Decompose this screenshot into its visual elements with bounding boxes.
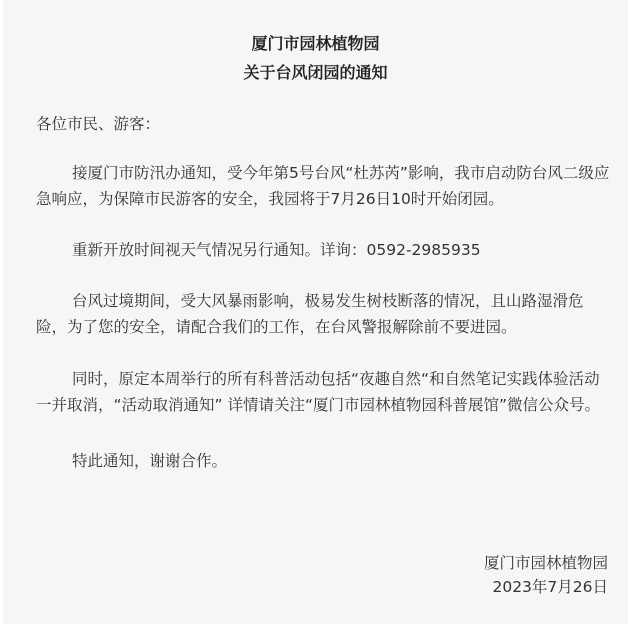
- signature-date: 2023年7月26日: [492, 578, 608, 596]
- paragraph-closing-remark: 特此通知，谢谢合作。: [72, 452, 228, 470]
- salutation: 各位市民、游客：: [36, 115, 161, 133]
- paragraph-reopening-info: 重新开放时间视天气情况另行通知。详询：0592-2985935: [72, 241, 481, 259]
- paragraph-safety-warning: 台风过境期间，受大风暴雨影响，极易发生树枝断落的情况，且山路湿滑危险，为了您的安全，请配合我们的工作，在台风警报解除前不要进园。: [36, 292, 584, 336]
- notice-document: [3, 0, 628, 624]
- paragraph-activity-cancellation: 同时，原定本周举行的所有科普活动包括“夜趣自然“和自然笔记实践体验活动一并取消，“活动取消通知” 详情请关注“厦门市园林植物园科普展馆”微信公众号。: [36, 370, 601, 414]
- signature-organization: 厦门市园林植物园: [483, 554, 608, 572]
- notice-title: 关于台风闭园的通知: [243, 63, 388, 82]
- paragraph-closure-announcement: 接厦门市防汛办通知，受今年第5号台风“杜苏芮”影响，我市启动防台风二级应急响应，为保障市民游客的安全，我园将于7月26日10时开始闭园。: [36, 164, 610, 208]
- issuer-title: 厦门市园林植物园: [251, 34, 380, 53]
